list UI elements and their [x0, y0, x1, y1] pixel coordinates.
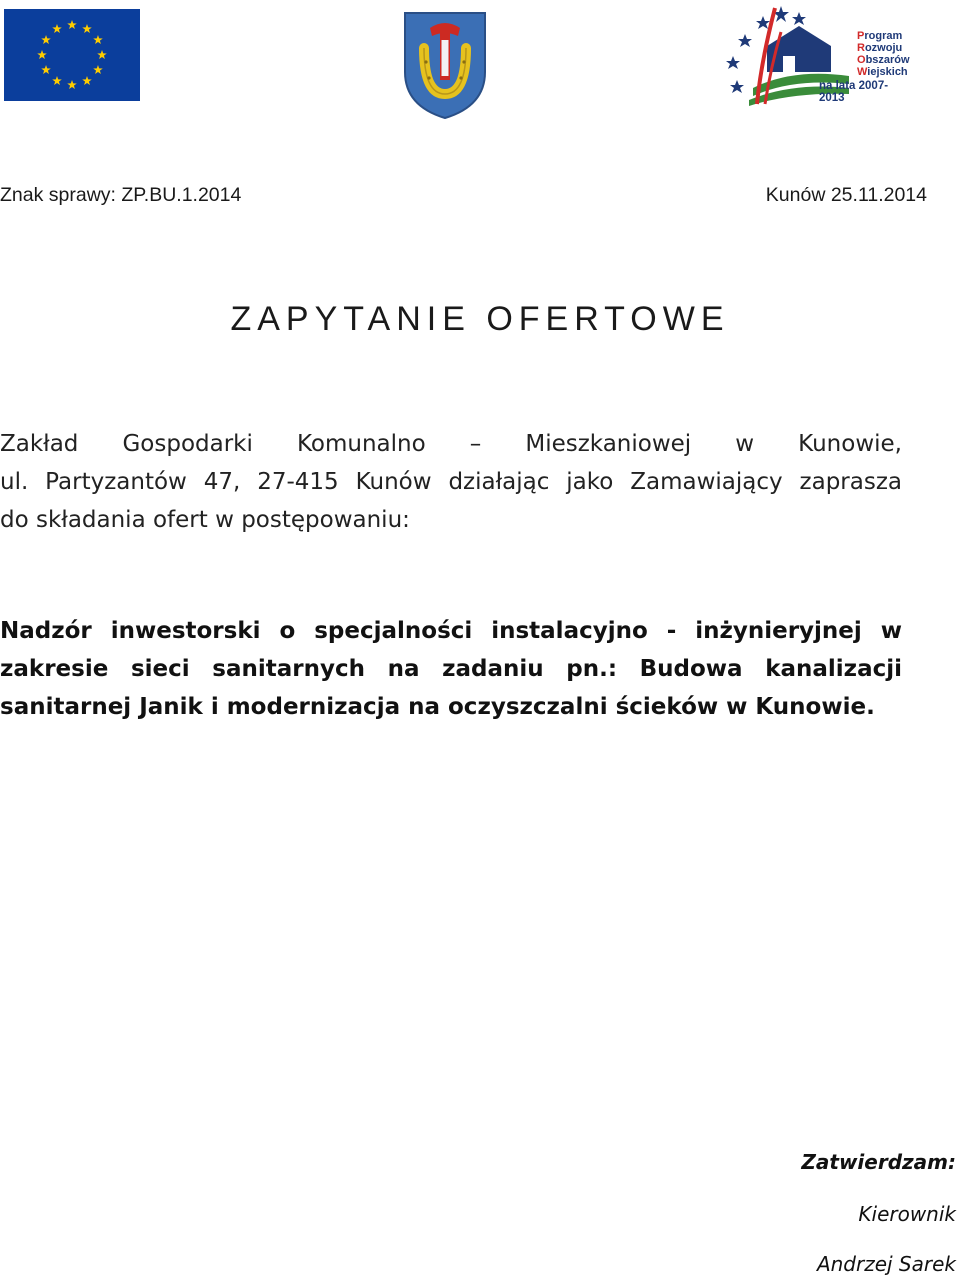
prow-program-logo — [723, 2, 913, 110]
intro-paragraph — [0, 425, 902, 539]
subject-line-1: Nadzór inwestorski o specjalności instalacyjno - inżynieryjnej w — [0, 618, 902, 644]
prow-line-3: Obszarów — [857, 54, 910, 66]
coat-of-arms-logo — [402, 10, 488, 120]
signatory-name: Andrzej Sarek — [816, 1252, 956, 1276]
eu-flag-logo — [4, 9, 140, 101]
prow-line-4: Wiejskich — [857, 66, 908, 78]
intro-line-3: do składania ofert w postępowaniu: — [0, 507, 410, 533]
document-title: ZAPYTANIE OFERTOWE — [230, 300, 730, 338]
signatory-role: Kierownik — [858, 1202, 956, 1226]
prow-years: na lata 2007-2013 — [819, 80, 889, 104]
subject-line-2: zakresie sieci sanitarnych na zadaniu pn.: Budowa kanalizacji — [0, 656, 902, 682]
intro-line-1: Zakład Gospodarki Komunalno – Mieszkaniowej w Kunowie, — [0, 431, 902, 457]
subject-paragraph — [0, 612, 902, 726]
prow-line-1: Program — [857, 30, 903, 42]
intro-line-2: ul. Partyzantów 47, 27-415 Kunów działając jako Zamawiający zaprasza — [0, 469, 902, 495]
subject-line-3: sanitarnej Janik i modernizacja na oczyszczalni ścieków w Kunowie. — [0, 694, 875, 720]
approval-heading: Zatwierdzam: — [801, 1150, 956, 1174]
case-reference: Znak sprawy: ZP.BU.1.2014 — [0, 184, 242, 206]
prow-line-2: Rozwoju — [857, 42, 903, 54]
place-date: Kunów 25.11.2014 — [765, 184, 927, 206]
